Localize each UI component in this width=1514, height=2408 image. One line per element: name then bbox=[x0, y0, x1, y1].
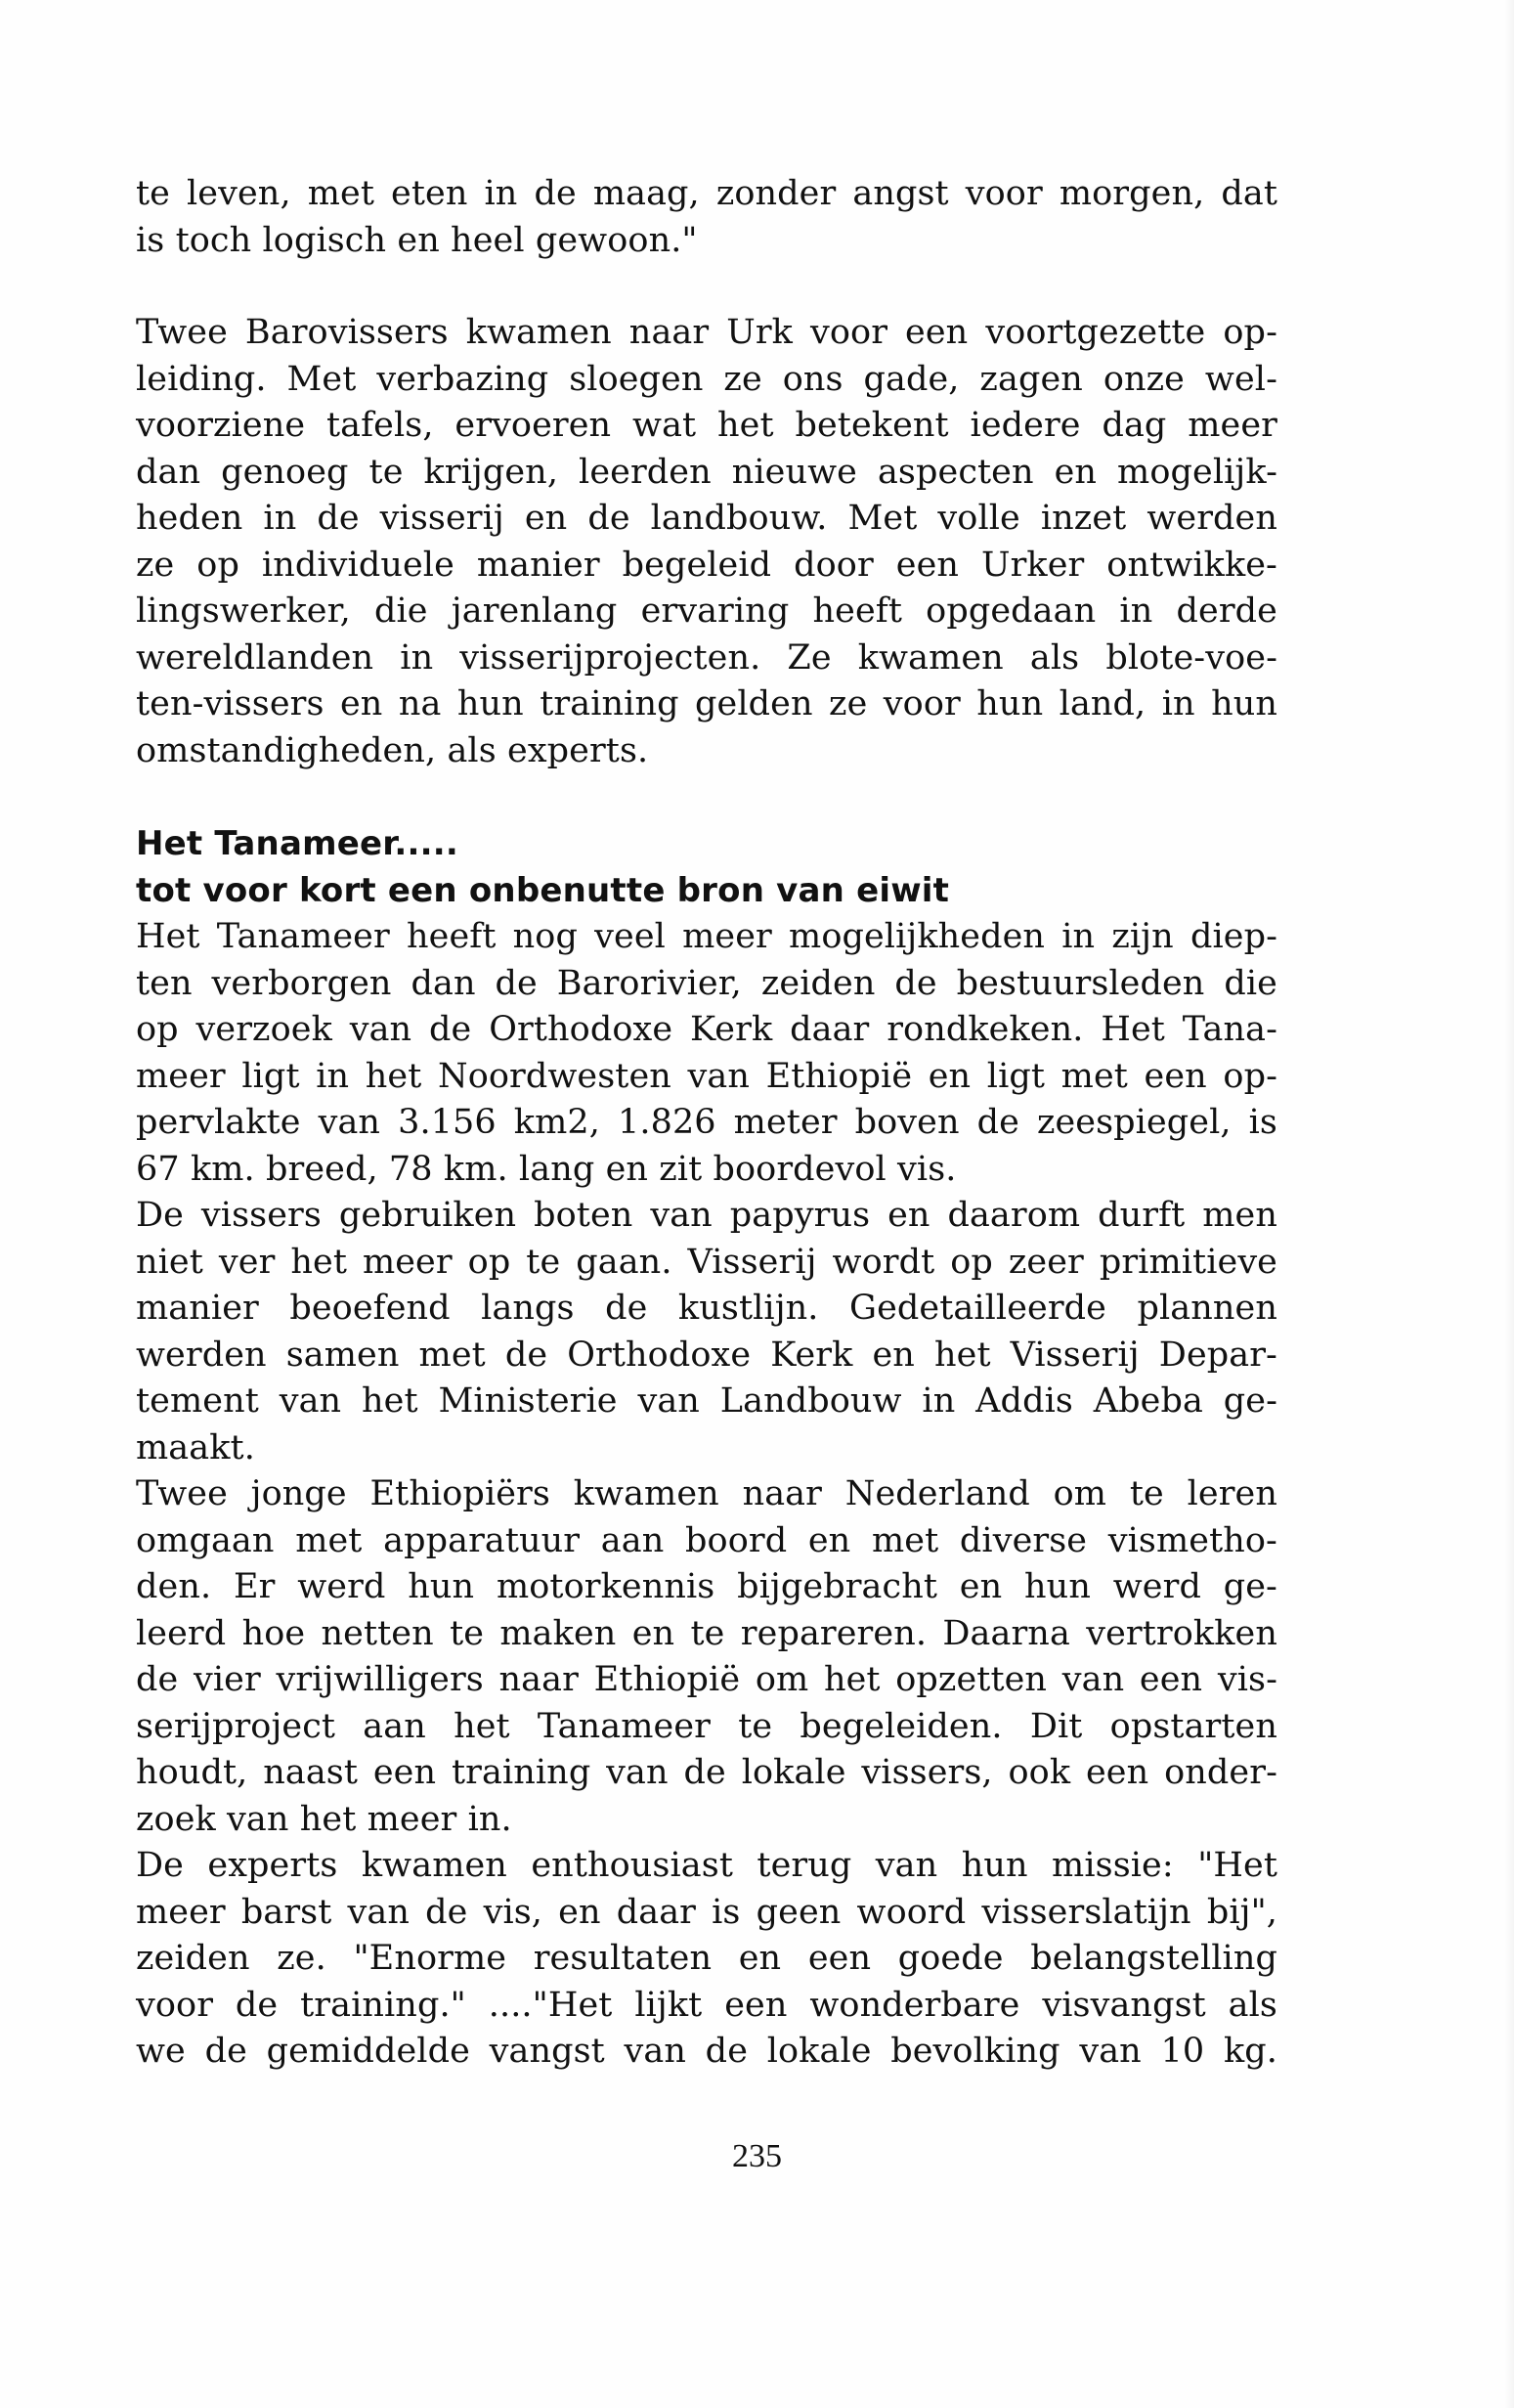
text-line: tement van het Ministerie van Landbouw in Addis Abeba ge- bbox=[136, 1381, 1277, 1421]
text-line: Het Tanameer heeft nog veel meer mogelijkheden in zijn diep- bbox=[136, 917, 1277, 956]
text-line: De experts kwamen enthousiast terug van hun missie: "Het bbox=[136, 1846, 1277, 1885]
text-line: wereldlanden in visserijprojecten. Ze kwamen als blote-voe- bbox=[136, 637, 1277, 678]
text-line: lingswerker, die jarenlang ervaring heeft opgedaan in derde bbox=[136, 591, 1277, 631]
text-line: leerd hoe netten te maken en te repareren. Daarna vertrokken bbox=[136, 1613, 1277, 1653]
text-line: te leven, met eten in de maag, zonder angst voor morgen, dat bbox=[136, 174, 1277, 213]
page-number: 235 bbox=[732, 2138, 782, 2174]
heading-title: Het Tanameer..... bbox=[136, 824, 458, 863]
text-line: 67 km. breed, 78 km. lang en zit boordevol vis. bbox=[136, 1149, 957, 1189]
text-line: manier beoefend langs de kustlijn. Gedetailleerde plannen bbox=[136, 1289, 1277, 1328]
text-line: ze op individuele manier begeleid door een Urker ontwikke- bbox=[136, 545, 1277, 585]
text-line: De vissers gebruiken boten van papyrus en daarom durft men bbox=[136, 1196, 1277, 1235]
text-line: meer barst van de vis, en daar is geen woord visserslatijn bij", bbox=[136, 1892, 1277, 1932]
text-line: werden samen met de Orthodoxe Kerk en het Visserij Depar- bbox=[136, 1335, 1277, 1375]
text-line: zoek van het meer in. bbox=[136, 1799, 512, 1839]
text-line: ten verborgen dan de Barorivier, zeiden de bestuursleden die bbox=[136, 963, 1277, 1003]
text-line: omgaan met apparatuur aan boord en met diverse vismetho- bbox=[136, 1520, 1277, 1560]
paragraph-1 bbox=[136, 171, 1277, 264]
text-line: serijproject aan het Tanameer te begeleiden. Dit opstarten bbox=[136, 1706, 1277, 1746]
text-line: omstandigheden, als experts. bbox=[136, 730, 649, 770]
text-line: ten-vissers en na hun training gelden ze voor hun land, in hun bbox=[136, 684, 1277, 723]
paragraph-3 bbox=[136, 914, 1277, 2076]
text-line: op verzoek van de Orthodoxe Kerk daar rondkeken. Het Tana- bbox=[136, 1010, 1277, 1049]
text-line: heden in de visserij en de landbouw. Met volle inzet werden bbox=[136, 499, 1277, 538]
text-line: maakt. bbox=[136, 1427, 255, 1467]
text-line: voor de training." ...."Het lijkt een wonderbare visvangst als bbox=[136, 1985, 1277, 2025]
heading-subtitle: tot voor kort een onbenutte bron van eiwit bbox=[136, 870, 950, 910]
text-line: dan genoeg te krijgen, leerden nieuwe aspecten en mogelijk- bbox=[136, 452, 1277, 492]
paragraph-2 bbox=[136, 310, 1277, 774]
text-line: houdt, naast een training van de lokale vissers, ook een onder- bbox=[136, 1753, 1277, 1792]
page-edge-shadow bbox=[1504, 0, 1514, 2408]
text-line: zeiden ze. "Enorme resultaten en een goede belangstelling bbox=[136, 1939, 1277, 1978]
section-heading bbox=[136, 821, 1277, 914]
text-line: Twee Barovissers kwamen naar Urk voor een voortgezette op- bbox=[136, 313, 1277, 352]
text-line: leiding. Met verbazing sloegen ze ons gade, zagen onze wel- bbox=[136, 359, 1277, 399]
text-line: is toch logisch en heel gewoon." bbox=[136, 220, 698, 260]
text-line: den. Er werd hun motorkennis bijgebracht en hun werd ge- bbox=[136, 1567, 1277, 1606]
text-line: pervlakte van 3.156 km2, 1.826 meter boven de zeespiegel, is bbox=[136, 1103, 1277, 1142]
text-line: meer ligt in het Noordwesten van Ethiopië en ligt met een op- bbox=[136, 1056, 1277, 1096]
text-line: niet ver het meer op te gaan. Visserij wordt op zeer primitieve bbox=[136, 1242, 1277, 1282]
text-line: we de gemiddelde vangst van de lokale bevolking van 10 kg. bbox=[136, 2032, 1277, 2071]
text-line: de vier vrijwilligers naar Ethiopië om het opzetten van een vis- bbox=[136, 1660, 1277, 1699]
text-line: voorziene tafels, ervoeren wat het betekent iedere dag meer bbox=[136, 406, 1277, 445]
text-line: Twee jonge Ethiopiërs kwamen naar Nederland om te leren bbox=[136, 1474, 1277, 1513]
